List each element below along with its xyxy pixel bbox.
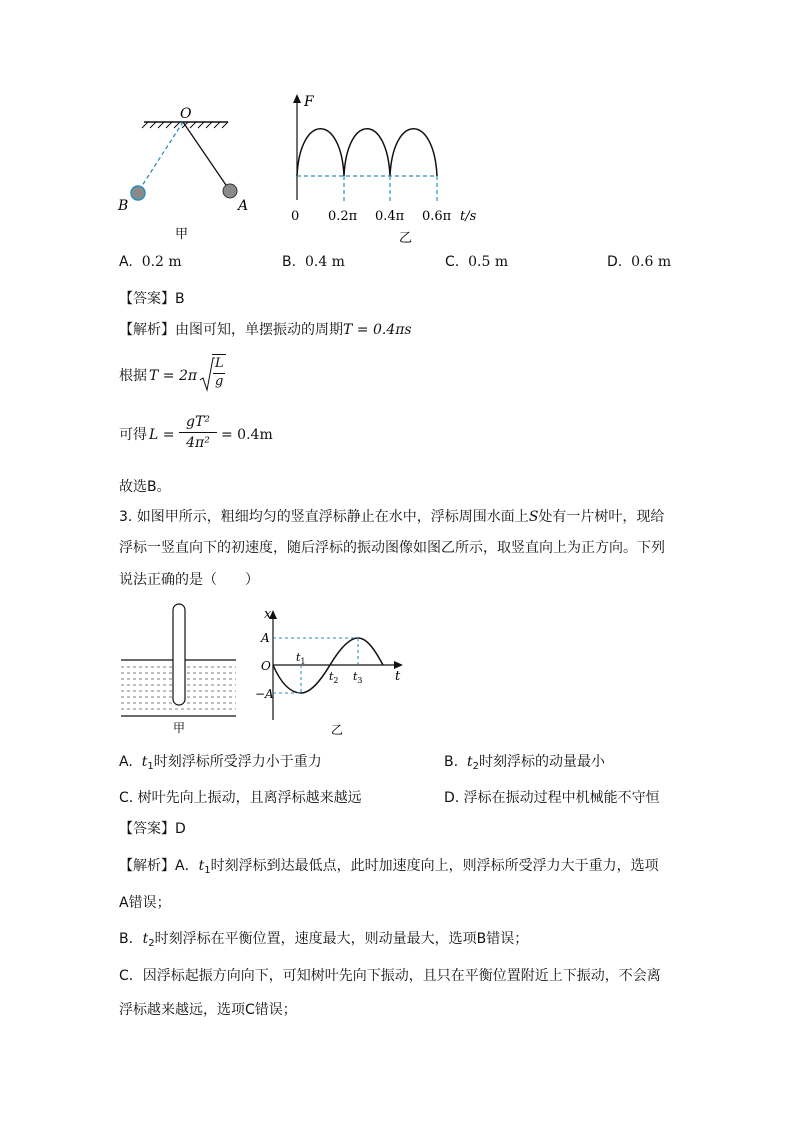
label-o: O (180, 106, 192, 122)
label-neg-amp: −A (255, 687, 274, 701)
caption-jia-2: 甲 (173, 721, 186, 735)
tick-0: 0 (291, 209, 300, 224)
pendulum-figure (110, 100, 250, 245)
q3-option-d: D. 浮标在振动过程中机械能不守恒 (444, 790, 660, 806)
y-axis-label: F (304, 94, 314, 110)
q3-stem-line3: 说法正确的是（ ） (119, 572, 259, 588)
caption-yi-2: 乙 (331, 723, 344, 737)
q3-analysis-a-cont: A错误； (119, 895, 171, 911)
ball-a (223, 184, 237, 198)
ball-b (131, 186, 145, 200)
option-a: A. 0.2 m (119, 254, 182, 270)
x-axis-title: x (264, 607, 272, 622)
q3-option-a: A. $t_1$时刻浮标所受浮力小于重力 (119, 754, 322, 772)
option-b: B. 0.4 m (282, 254, 345, 270)
float-figure (118, 600, 242, 735)
label-amp: A (261, 631, 270, 645)
label-origin: O (261, 659, 271, 673)
q3-stem-line1: 3. 如图甲所示，粗细均匀的竖直浮标静止在水中，浮标周围水面上S处有一片树叶，现给 (119, 509, 665, 525)
q2-analysis-line1: 【解析】由图可知，单摆振动的周期T = 0.4πs (119, 322, 412, 338)
caption-yi: 乙 (399, 231, 413, 246)
label-b: B (118, 198, 129, 214)
option-c: C. 0.5 m (445, 254, 509, 270)
t-axis-label: t (395, 669, 401, 684)
caption-jia: 甲 (175, 227, 189, 242)
svg-text:t3: $t_3$ (353, 670, 363, 685)
label-a: A (238, 198, 249, 214)
q3-answer: 【答案】D (119, 821, 186, 837)
svg-text:t2: $t_2$ (329, 670, 339, 685)
q3-analysis-b: B．$t_2$时刻浮标在平衡位置，速度最大，则动量最大，选项B错误； (119, 931, 529, 949)
q2-answer: 【答案】B (119, 291, 185, 307)
force-time-graph (280, 88, 530, 250)
displacement-time-graph (255, 600, 415, 738)
q3-analysis-a: 【解析】A．$t_1$时刻浮标到达最低点，此时加速度向上，则浮标所受浮力大于重力，选项 (119, 858, 659, 876)
x-axis-label: t/s (460, 209, 477, 224)
q3-stem-line2: 浮标一竖直向下的初速度，随后浮标的振动图像如图乙所示，取竖直向上为正方向。下列 (119, 540, 665, 556)
string (183, 122, 228, 188)
dashed-string (138, 122, 183, 192)
float-stick (173, 604, 185, 705)
q2-conclusion: 故选B。 (119, 479, 171, 495)
q3-analysis-c2: 浮标越来越远，选项C错误； (119, 1002, 297, 1018)
option-d: D. 0.6 m (607, 254, 672, 270)
q3-option-c: C. 树叶先向上振动，且离浮标越来越远 (119, 790, 362, 806)
q3-analysis-c1: C．因浮标起振方向向下，可知树叶先向下振动，且只在平衡位置附近上下振动，不会离 (119, 968, 661, 984)
q3-option-b: B. $t_2$时刻浮标的动量最小 (444, 754, 605, 772)
force-curve (297, 129, 437, 176)
tick-2: 0.4π (375, 209, 405, 224)
svg-text:t1: $t_1$ (296, 651, 306, 666)
tick-1: 0.2π (328, 209, 358, 224)
tick-3: 0.6π (422, 209, 452, 224)
